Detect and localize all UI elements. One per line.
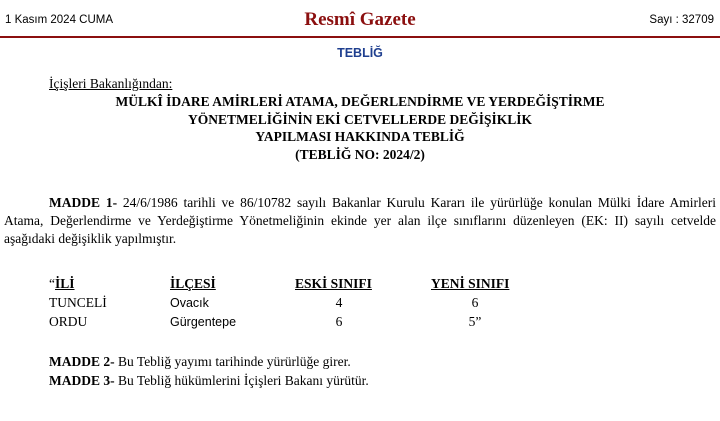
title-line: YAPILMASI HAKKINDA TEBLİĞ	[255, 129, 465, 144]
title-line: YÖNETMELİĞİNİN EKİ CETVELLERDE DEĞİŞİKLİK	[188, 111, 532, 127]
title-line: (TEBLİĞ NO: 2024/2)	[295, 146, 425, 162]
table-cell-new-class: 6	[471, 295, 479, 310]
gazette-title: Resmî Gazete	[304, 9, 416, 30]
header-divider	[0, 36, 720, 38]
table-cell-old-class: 4	[335, 295, 343, 310]
article-3	[49, 373, 369, 389]
regulation-title	[0, 93, 720, 163]
header-province-label: İLİ	[55, 276, 75, 291]
document-type: TEBLİĞ	[337, 46, 383, 60]
article-2	[49, 354, 351, 370]
article-3-label: MADDE 3-	[49, 373, 115, 388]
opening-quote: “	[49, 276, 55, 291]
article-1	[4, 194, 716, 248]
article-1-label: MADDE 1-	[49, 195, 118, 210]
table-cell-district: Ovacık	[170, 296, 209, 310]
issue-date: 1 Kasım 2024 CUMA	[5, 14, 114, 26]
article-2-label: MADDE 2-	[49, 354, 115, 369]
article-3-text: Bu Tebliğ hükümlerini İçişleri Bakanı yürütür.	[114, 373, 369, 388]
table-cell-district: Gürgentepe	[170, 315, 237, 329]
article-1-text: 24/6/1986 tarihli ve 86/10782 sayılı Bakanlar Kurulu Kararı ile yürürlüğe konulan Mülki İdare Amirleri Atama, Değerlendirme ve Yerdeğiştirme Yönetmeliğinin ekinde yer alan ilçe sınıflarını düzenleyen (EK: II) sayılı cetvelde aşağıdaki değişiklik yapılmıştır.	[4, 195, 716, 246]
table-cell-new-class: 5”	[468, 314, 482, 329]
issuing-ministry: İçişleri Bakanlığından:	[49, 76, 173, 91]
table-cell-province: ORDU	[49, 314, 88, 329]
article-2-text: Bu Tebliğ yayımı tarihinde yürürlüğe girer.	[114, 354, 351, 369]
gazette-header	[0, 0, 720, 38]
table-cell-old-class: 6	[335, 314, 343, 329]
table-cell-province: TUNCELİ	[49, 295, 107, 310]
table-header-district: İLÇESİ	[170, 276, 216, 291]
issue-number: Sayı : 32709	[649, 14, 714, 26]
title-line: MÜLKÎ İDARE AMİRLERİ ATAMA, DEĞERLENDİRME VE YERDEĞİŞTİRME	[115, 94, 605, 109]
table-header-province	[49, 276, 75, 292]
table-header-new-class: YENİ SINIFI	[431, 276, 510, 291]
table-header-old-class: ESKİ SINIFI	[295, 276, 372, 291]
